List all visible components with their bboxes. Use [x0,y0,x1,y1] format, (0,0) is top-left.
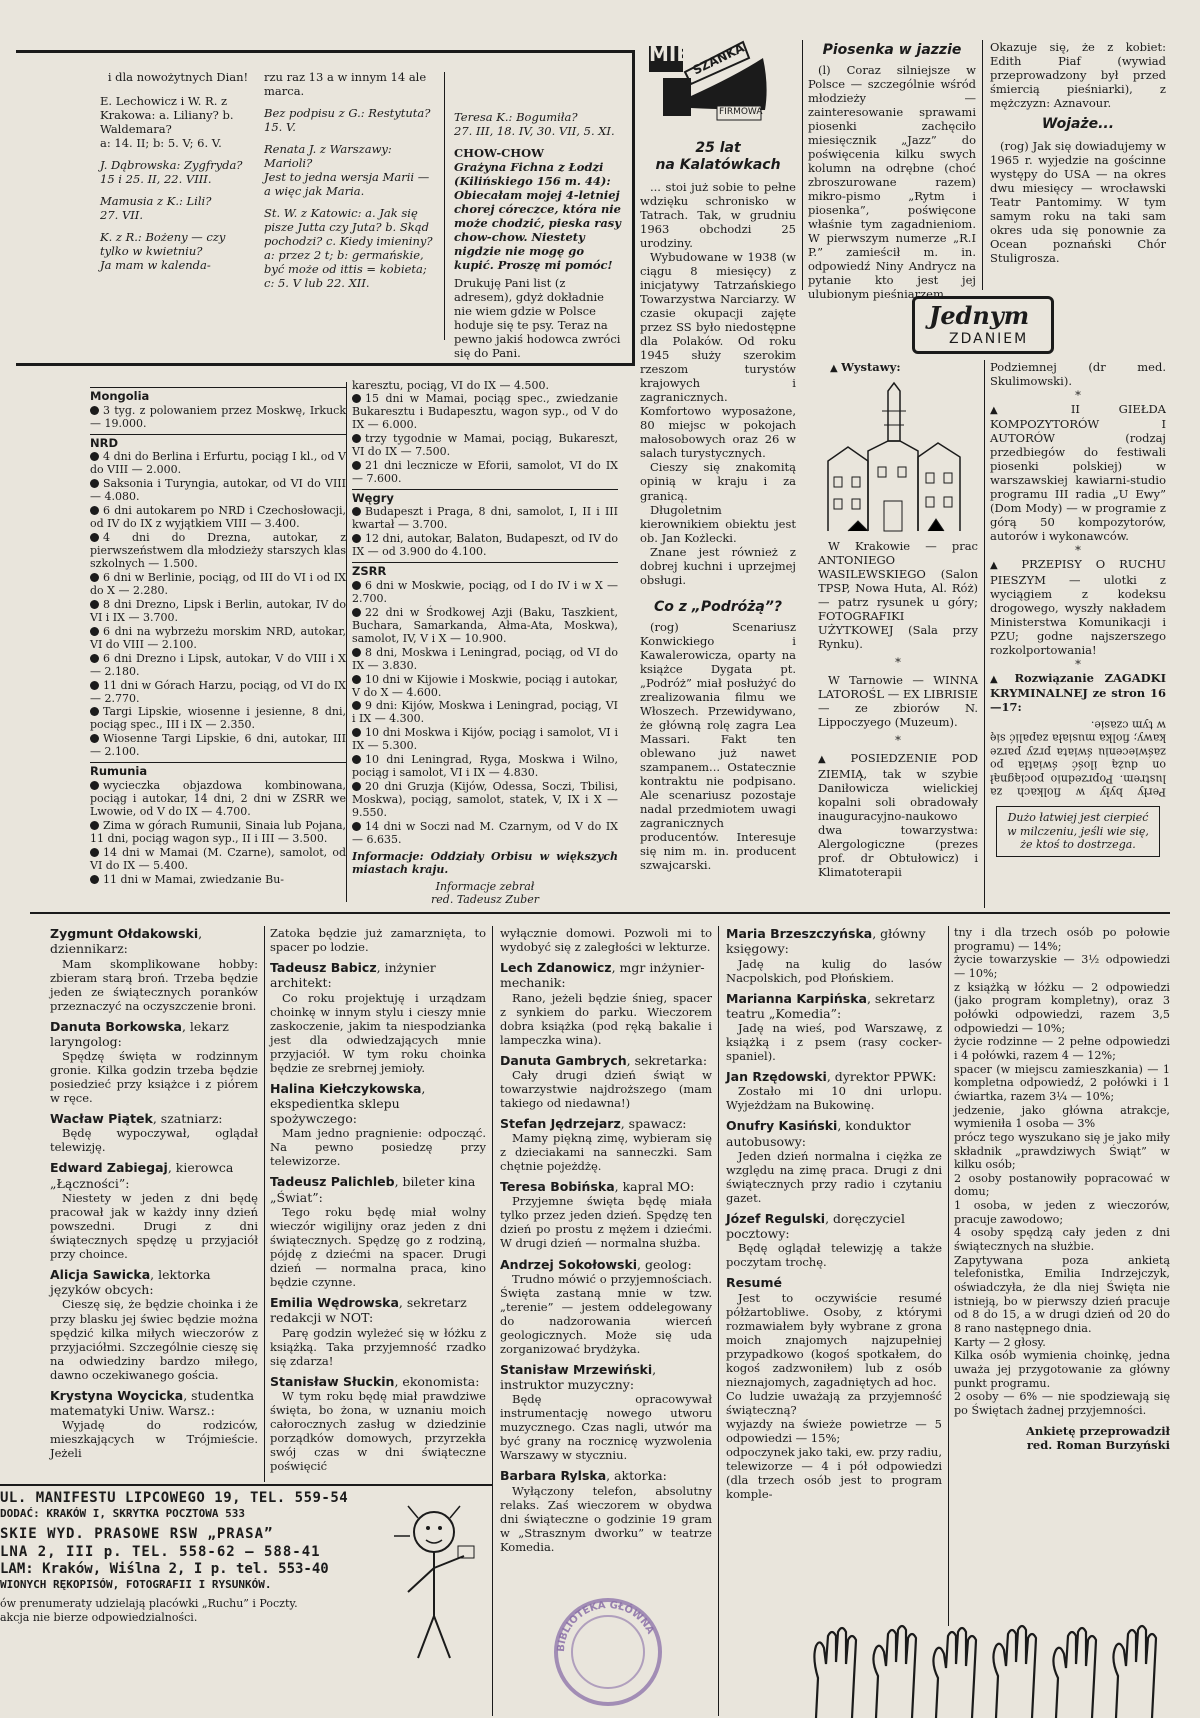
survey-answer [270,1374,486,1473]
survey-answer-text: Będę wypoczywał, oglądał telewizję. [50,1126,258,1155]
survey-answer [500,1257,712,1356]
tour-country-heading: Węgry [352,489,618,506]
mailbox-heading: CHOW-CHOW [454,146,545,161]
respondent-name: Resumé [726,1275,782,1291]
mailbox-entry: Grażyna Fichna z Łodzi (Kilińskiego 156 m. 44): Obiecałam mojej 4-letniej chorej córeczce, która nie może chodzić, pieska rasy chow-chow. Niestety nigdzie nie mogę go kupić. Proszę mi pomóc! [454,160,621,273]
jednym-logo-bottom: ZDANIEM [949,331,1029,347]
survey-respondent [270,1081,486,1127]
survey-answer-text: Parę godzin wyleżeć się w łóżku z książką. Taka przyjemność rzadko się zdarza! [270,1325,486,1368]
survey-respondent [726,926,942,957]
tour-item: 15 dni w Mamai, pociąg spec., zwiedzanie Bukaresztu i Budapesztu, wagon syp., od V do IX — 6.000. [352,391,618,431]
survey-answer-text: Cały drugi dzień świąt w towarzystwie najdroższego (mam takiego od niedawna!) [500,1067,712,1110]
survey-respondent [726,991,942,1022]
respondent-name: Maria Brzeszczyńska [726,926,873,941]
tour-item: 20 dni Gruzja (Kijów, Odessa, Soczi, Tbilisi, Moskwa), pociąg, samolot, statek, V, IX i X — 9.550. [352,780,618,820]
tour-item: 22 dni w Środkowej Azji (Baku, Taszkient, Buchara, Samarkanda, Ałma-Ata, Moskwa), samolot, IV, V i X — 10.900. [352,605,618,645]
raised-hands-icon [806,1618,1186,1718]
mailbox-entry: St. W. z Katowic: a. Jak się pisze Jutta czy Juta? b. Skąd pochodzi? c. Kiedy imieniny? a: przez 2 t; b: germańskie, być może od ittis = kobieta; c: 5. V lub 22. XII. [264,206,433,291]
survey-answer-text: Mamy piękną zimę, wybieram się z dzieciakami na sanneczki. Sam chętnie pojeżdżę. [500,1131,712,1174]
survey-answer [270,1174,486,1289]
survey-answer [50,1019,258,1106]
tour-item: 10 dni Leningrad, Ryga, Moskwa i Wilno, pociąg i samolot, VI i IX — 4.830. [352,753,618,780]
survey-answer [50,1267,258,1382]
survey-answer [500,926,712,954]
respondent-role: , konduktor autobusowy: [726,1118,911,1149]
imprint-line: akcja nie bierze odpowiedzialności. [0,1610,198,1624]
tour-item: trzy tygodnie w Mamai, pociąg, Bukareszt, VI do IX — 7.500. [352,431,618,458]
gielda-item: ▲ II GIEŁDA KOMPOZYTORÓW I AUTORÓW (rodzaj przedbiegów do festiwali piosenki polskiej) w warszawskiej kawiarni-studio programu III radia „U Ewy” (Dom Mody) — w programie z górą 50 kompozytorów, autorów i wykonawców. [990,402,1166,543]
tour-item-continued: karesztu, pociąg, VI do IX — 4.500. [352,379,549,392]
wystawy-krakow: W Krakowie — prac ANTONIEGO WASILEWSKIEGO (Salon TPSP, Nowa Huta, Al. Róż) — patrz rysunek u góry; FOTOGRAFIKI UŻYTKOWEJ (Sala przy Rynku). [818,539,978,652]
respondent-role: , dziennikarz: [50,926,203,957]
survey-col-5 [954,926,1170,1626]
respondent-name: Danuta Borkowska [50,1018,182,1034]
tour-item: Zima w górach Rumunii, Sinaia lub Pojana, 11 dni, pociąg wagon syp., II i III — 3.500. [90,818,346,845]
survey-respondent [500,1362,712,1393]
survey-respondent [500,1053,712,1068]
jednym-col-left: ▲ Wystawy: W Krakowie — prac ANTONIEGO WASILEWSKIEGO (Salon TPSP, Nowa Huta, Al. Róż) — patrz rysunek u góry; FOTOGRAFIKI UŻYTKOWEJ (Sala przy Rynku). * W Tarnowie — WINNA LATOROŚL — EX LIBRISIE — ze zbiorów N. Lippoczyego (Muzeum). * ▲ POSIEDZENIE POD ZIEMIĄ, tak w szybie Daniłowicza wielickiej kopalni soli obradowały inauguracyjno-naukowo dwa towarzystwa: Alergologiczne (prezes prof. dr Obtułowicz) i Klimatoterapii [818,360,978,910]
survey-answer [726,1211,942,1270]
survey-answer-text: Jeden dzień normalna i ciężka ze względu na zimę praca. Drugi z dni świątecznych przy radio i czytaniu gazet. [726,1148,942,1205]
cartoon-man-icon [388,1496,480,1666]
survey-answer [50,926,258,1013]
respondent-role: , sekretarz redakcji w NOT: [270,1295,467,1326]
tour-item: 6 dni na wybrzeżu morskim NRD, autokar, VI do VIII — 2.100. [90,624,346,651]
quote-box [996,806,1160,856]
podziemnej-text: Podziemnej (dr med. Skulimowski). [990,360,1166,389]
quote-text: Dużo łatwiej jest cierpieć w milczeniu, jeśli wie się, że ktoś to dostrzega. [1007,811,1149,852]
survey-respondent [50,1388,258,1419]
mailbox-entry: rzu raz 13 a w innym 14 ale marca. [264,70,427,99]
survey-answer [270,960,486,1075]
mieszanka-title: 25 lat na Kalatówkach [655,140,781,174]
respondent-name: Andrzej Sokołowski [500,1256,638,1272]
respondent-role: , szatniarz: [152,1111,223,1127]
survey-respondent [726,1211,942,1242]
survey-answer-text: Przyjemne święta będę miała tylko przez jeden dzień. Spędzę ten dzień po prostu z mężem i dziećmi. W drugi dzień — normalna służba. [500,1194,712,1251]
respondent-role: , sekretarz teatru „Komedia”: [726,990,935,1021]
survey-signature: Ankietę przeprowadził red. Roman Burzyński [1025,1423,1170,1452]
imprint-line: LAM: Kraków, Wiślna 2, I p. tel. 553-40 [0,1560,329,1577]
respondent-name: Marianna Karpińska [726,990,867,1006]
survey-answer-text: Jadę na kulig do lasów Nacpolskich, pod Płońskiem. [726,956,942,985]
respondent-role: , ekspedientka sklepu spożywczego: [270,1080,426,1127]
tour-item: 6 dni Drezno i Lipsk, autokar, V do VIII i X — 2.180. [90,651,346,678]
survey-answer [500,1179,712,1250]
survey-respondent [270,960,486,991]
mailbox-entry: Renata J. z Warszawy: Marioli? Jest to jedna wersja Marii — a więc jak Maria. [264,142,430,199]
wystawy-label: ▲ Wystawy: [830,360,978,375]
survey-respondent [726,1069,942,1084]
survey-answer-text: Wyłączony telefon, absolutny relaks. Zaś wieczorem w obydwa dni świąteczne o godzinie 19 gram w „Strasznym dworku” w teatrze Komedia. [500,1483,712,1554]
survey-respondent [500,1179,712,1194]
survey-answer-text: Trudno mówić o przyjemnościach. Święta zastaną mnie w tzw. „terenie” — jestem oddelegowany do nadzorowania wierceń geologicznych. Może się uda zorganizować brydżyka. [500,1271,712,1356]
survey-respondent [50,926,258,957]
mieszanka-logo [645,36,773,130]
survey-respondent [500,960,712,991]
tour-item: 6 dni autokarem po NRD i Czechosłowacji, od IV do IX z wyjątkiem VIII — 3.400. [90,503,346,530]
tour-item: 3 tyg. z polowaniem przez Moskwę, Irkuck — 19.000. [90,403,346,430]
tour-item: 6 dni w Moskwie, pociąg, od I do IV i w X — 2.700. [352,578,618,605]
respondent-role: , sekretarka: [626,1052,708,1068]
respondent-name: Stefan Jędrzejarz [500,1115,621,1131]
survey-answer [500,1362,712,1463]
tour-country-heading: Mongolia [90,387,346,404]
tours-right-column [352,379,618,907]
tour-item: Saksonia i Turyngia, autokar, od VI do VIII — 4.080. [90,477,346,503]
mailbox-entry: Mamusia z K.: Lili? 27. VII. [100,194,212,223]
survey-col-4 [726,926,942,1716]
tour-signature: Informacje zebrał red. Tadeusz Zuber [431,880,539,907]
respondent-role: , lekarz laryngolog: [50,1018,229,1049]
survey-respondent [500,1468,712,1483]
survey-respondent [500,1257,712,1272]
survey-answer-text: Jest to oczywiście resumé półżartobliwe. Osoby, z którymi rozmawiałem były wybrane z grona moich znajomych najzupełniej przypadkowo (kogoś spotkałem, do kogoś zadzwoniłem) lub z osób nieznajomych, zagadniętych ad hoc. Co ludzie uważają za przyjemność świąteczną? wyjazdy na świeże powietrze — 5 odpowiedzi — 15%; odpoczynek jako taki, ew. przy radiu, telewizorze — 4 i pół odpowiedzi (dla trzech osób jest to program komple- [726,1290,942,1501]
survey-answer [270,1295,486,1368]
survey-respondent [500,1116,712,1131]
respondent-name: Krystyna Woycicka [50,1387,184,1403]
survey-answer-text: Zostało mi 10 dni urlopu. Wyjeżdżam na Bukowinę. [726,1084,942,1113]
tour-item: 11 dni w Górach Harzu, pociąg, od VI do IX — 2.770. [90,678,347,705]
tour-item: Targi Lipskie, wiosenne i jesienne, 8 dni, pociąg spec., III i IX — 2.350. [90,705,346,732]
stamp-text: BIBLIOTEKA GŁÓWNA [555,1599,656,1653]
imprint-line: UL. MANIFESTU LIPCOWEGO 19, TEL. 559-54 [0,1490,349,1506]
respondent-name: Tadeusz Palichleb [270,1174,395,1190]
survey-respondent [50,1160,258,1191]
survey-answer [726,1069,942,1112]
mailbox-col-2 [264,70,436,362]
jednym-logo-top: Jednym [929,301,1030,330]
mailbox-col-3 [454,110,624,362]
survey-answer [50,1160,258,1261]
survey-answer-text: Wyjadę do rodziców, mieszkających w Trójmieście. Jeżeli [50,1418,258,1461]
survey-answer-text: Co roku projektuję i urządzam choinkę w innym stylu i cieszy mnie zaskoczenie, jakim ta niespodzianka jest dla odwiedzających mnie przyjaciół. W tym roku choinka będzie ze srebrnej jemioły. [270,990,486,1075]
survey-answer [726,991,942,1064]
imprint-line: SKIE WYD. PRASOWE RSW „PRASA” [0,1526,274,1543]
respondent-name: Stanisław Mrzewiński [500,1361,653,1377]
tour-item: 8 dni, Moskwa i Leningrad, pociąg, od VI do IX — 3.830. [352,645,618,672]
wojaze-title: Wojaże... [1041,116,1115,133]
respondent-name: Jan Rzędowski [726,1069,827,1085]
survey-answer-text: W tym roku będę miał prawdziwe święta, bo żona, w uznaniu moich całorocznych zasług w dziedzinie porządków domowych, przyrzekła swój czas w dni świąteczne poświęcić [270,1388,486,1473]
piaf-paragraph: Okazuje się, że z kobiet: Edith Piaf (wywiad przeprowadzony był przed śmiercią pieśniarki), z mężczyzn: Aznavour. [990,40,1166,111]
respondent-role: , inżynier architekt: [270,960,436,991]
survey-answer-text: Niestety w jeden z dni będę pracował jak w każdy inny dzień powszedni. Drugi z dni świątecznych spędzę u przyjaciół przy choince. [50,1190,258,1261]
respondent-role: , doręczyciel pocztowy: [726,1210,905,1242]
posiedzenie-item: ▲ POSIEDZENIE POD ZIEMIĄ, tak w szybie Daniłowicza wielickiej kopalni soli obradowały inauguracyjno-naukowo dwa towarzystwa: Alergologiczne (prezes prof. dr Obtułowicz) i Klimatoterapii [818,751,978,878]
jednym-col-right: Podziemnej (dr med. Skulimowski). * ▲ II GIEŁDA KOMPOZYTORÓW I AUTORÓW (rodzaj przedbiegów do festiwali piosenki polskiej) w warszawskiej kawiarni-studio programu III radia „U Ewy” (Dom Mody) — w programie z górą 50 kompozytorów, autorów i wykonawców. * ▲ PRZEPISY O RUCHU PIESZYM — ulotki z wyciągiem z kodeksu drogowego, wyszły nakładem Ministerstwa Komunikacji i PZU; godne najszerszego rozkolportowania! * ▲ Rozwiązanie ZAGADKI KRYMINALNEJ ze stron 16—17: Perły były w fiolkach za lustrem. Poprzednio pociągnął on dużą ilość światła po zaświeceniu świata przy parze kawy; fiolka musiała zapalić się w tym czasie. Dużo łatwiej jest cierpieć w milczeniu, jeśli wie się, że ktoś to dostrzega. [990,360,1166,910]
respondent-role: , mgr inżynier-mechanik: [500,960,705,991]
tour-country-heading: ZSRR [352,562,618,579]
respondent-name: Emilia Wędrowska [270,1295,399,1311]
survey-col-3 [500,926,712,1688]
respondent-name: Barbara Rylska [500,1468,607,1484]
respondent-name: Zygmunt Ołdakowski [50,926,199,941]
survey-answer-text: Będę opracowywał instrumentację nowego utworu muzycznego. Czas nagli, utwór ma być grany na rocznicę wyzwolenia Warszawy w styczniu. [500,1392,712,1463]
survey-answer-text: Jadę na wieś, pod Warszawę, z książką i z psem (rasy cocker-spaniel). [726,1021,942,1064]
tour-item: 10 dni Moskwa i Kijów, pociąg i samolot, VI i IX — 5.300. [352,726,618,753]
library-stamp [548,1592,668,1712]
tour-info: Informacje: Oddziały Orbisu w większych miastach kraju. [352,850,618,877]
jazz-title: Piosenka w jazzie [822,42,962,58]
survey-respondent [50,1019,258,1050]
tour-item: 21 dni lecznicze w Eforii, samolot, VI do IX — 7.600. [352,458,618,485]
hands-illustration [806,1618,1186,1718]
tour-item: 4 dni do Drezna, autokar, z pierwszeństwem dla młodzieży starszych klas szkolnych — 1.500. [90,530,346,570]
mieszanka-logo-top: MIE- [649,42,699,66]
survey-answer [726,1118,942,1205]
survey-answer [270,1081,486,1169]
svg-text:BIBLIOTEKA GŁÓWNA [556,1600,656,1652]
respondent-name: Lech Zdanowicz [500,960,612,976]
respondent-name: Teresa Bobińska [500,1179,615,1195]
survey-answer [726,926,942,985]
mieszanka-logo-band: SZANKA [690,40,747,78]
survey-respondent [270,1374,486,1389]
mieszanka-paragraph: Cieszy się znakomitą opinią w kraju i za granicą. [640,460,796,503]
mieszanka-paragraph: ... stoi już sobie to pełne wdzięku schronisko w Tatrach. Tak, w grudniu 1963 obchodzi 25 urodziny. [640,180,796,251]
survey-answer-text: Mam jedno pragnienie: odpocząć. Na pewno posiedzę przy telewizorze. [270,1126,486,1169]
survey-answer-text: Tego roku będę miał wolny wieczór wigilijny oraz jeden z dni świątecznych. Spędzę go z rodziną, pójdę z dziećmi na spacer. Drugi dzień — normalna praca, kino będzie czynne. [270,1204,486,1289]
mailbox-col-1 [100,70,256,362]
mailbox-entry: i dla nowożytnych Dian! [107,70,249,84]
imprint-line: DODAĆ: KRAKÓW I, SKRYTKA POCZTOWA 533 [0,1507,246,1521]
tour-country-heading: Rumunia [90,762,346,779]
mieszanka-paragraph: Długoletnim kierownikiem obiektu jest ob. Jan Kożlecki. [640,502,796,545]
respondent-name: Edward Zabiegaj [50,1160,168,1176]
tour-item: 10 dni w Kijowie i Moskwie, pociąg i autokar, V do X — 4.600. [352,672,618,699]
respondent-name: Alicja Sawicka [50,1266,151,1282]
survey-answer-text: Będę oglądał telewizję a także poczytam trochę. [726,1241,942,1270]
respondent-name: Wacław Piątek [50,1111,153,1127]
survey-respondent [726,1275,942,1290]
respondent-role: , bileter kina „Świat”: [270,1174,476,1205]
tours-left-column [90,384,346,904]
respondent-name: Danuta Gambrych [500,1052,627,1068]
respondent-role: , spawacz: [620,1115,687,1131]
respondent-name: Józef Regulski [726,1210,826,1226]
tour-item: Budapeszt i Praga, 8 dni, samolot, I, II i III kwartał — 3.700. [352,505,618,532]
mailbox-entry: Bez podpisu z G.: Restytuta? 15. V. [264,106,431,135]
solution-upside-down: Perły były w fiolkach za lustrem. Poprzednio pociągnął on dużą ilość światła po zaświeceniu świata przy parze kawy; fiolka musiała zapalić się w tym czasie. [990,718,1166,799]
mieszanka-article [640,136,796,916]
survey-answer [500,960,712,1047]
respondent-role: , dyrektor PPWK: [826,1069,937,1085]
survey-resume-stats: tny i dla trzech osób po połowie programu) — 14%; życie towarzyskie — 3½ odpowiedzi — 10%; z książką w łóżku — 2 odpowiedzi (jako program kompletny), oraz 3 połówki odpowiedzi, razem 3,5 odpowiedzi — 10%; życie rodzinne — 2 pełne odpowiedzi i 4 połówki, razem 4 — 12%; spacer (w miejscu zamieszkania) — 1 kompletna odpowiedź, 2 połówki i 1 ćwiartka, razem 3¼ — 10%; jedzenie, jako główna atrakcje, wymieniła 1 osoba — 3% prócz tego wyszukano się je jako miły składnik „prawdziwych Świąt” w kilku osób; 2 osoby postanowiły popracować w domu; 1 osoba, w jeden z wieczorów, pracuje zawodowo; 4 osoby spędzą cały jeden z dni świątecznych na służbie. Zapytywana poza ankietą telefonistka, Emilia Indrzejczyk, oświadczyła, że dla niej Święta nie istnieją, bo w pierwszy dzień pracuje od 8 do 15, a w drugi dzień od 20 do 8 rano następnego dnia. Karty — 2 głosy. Kilka osób wymienia choinkę, jedna uważa jej przygotowanie za główny punkt programu. 2 osoby — 6% — nie spodziewają się po Świętach żadnej przyjemności. [954,926,1170,1417]
imprint-line: LNA 2, III p. TEL. 558-62 — 588-41 [0,1543,321,1560]
respondent-role: , instruktor muzyczny: [500,1361,657,1393]
survey-answer [50,1388,258,1461]
survey-respondent [726,1118,942,1149]
imprint-line: WIONYCH RĘKOPISÓW, FOTOGRAFII I RYSUNKÓW. [0,1577,272,1591]
mieszanka-paragraph: Znane jest również z dobrej kuchni i uprzejmej obsługi. [640,544,796,587]
tour-item: wycieczka objazdowa kombinowana, pociąg i autokar, 14 dni, 2 dni w ZSRR we Lwowie, od V do IX — 4.700. [90,778,346,818]
survey-answer [500,1053,712,1110]
tour-item: 9 dni: Kijów, Moskwa i Leningrad, pociąg, VI i IX — 4.300. [352,699,618,726]
tour-item: 12 dni, autokar, Balaton, Budapeszt, od IV do IX — od 3.900 do 4.100. [352,532,618,559]
survey-answer-text: Spędzę święta w rodzinnym gronie. Kilka godzin trzeba będzie posiedzieć przy książce i z piórem w ręce. [50,1049,258,1106]
survey-col-2 [270,926,486,1482]
survey-answer [270,926,486,954]
piaf-article [990,40,1166,290]
mieszanka-paragraph: Wybudowane w 1938 (w ciągu 8 miesięcy) z inicjatywy Tatrzańskiego Towarzystwa Narciarzy. W czasie okupacji zajęte przez SS było niedostępne dla Polaków. Od roku 1945 służy szerokim rzeszom turystów krajowych i zagranicznych. Komfortowo wyposażone, 80 miejsc w pokojach małosobowych oraz 26 w salach turystycznych. [640,250,796,461]
respondent-name: Halina Kiełczykowska [270,1080,422,1096]
respondent-role: , geolog: [637,1256,692,1272]
respondent-role: , aktorka: [606,1468,667,1484]
wystawy-tarnow: W Tarnowie — WINNA LATOROŚL — EX LIBRISIE — ze zbiorów N. Lippoczyego (Muzeum). [818,673,978,730]
jednym-zdaniem-logo [912,296,1054,354]
mailbox-entry: Drukuję Pani list (z adresem), gdyż dokładnie nie wiem gdzie w Polsce hoduje się te psy. Teraz na pewno jakiś hodowca zwróci się do Pani. [454,276,621,361]
mieszanka-logo-bottom: FIRMOWA [719,107,763,117]
survey-answer [500,1116,712,1173]
survey-answer-text: Rano, jeżeli będzie śnieg, spacer z synkiem do parku. Wieczorem dobra książka (pod ręką bakalie i lampeczka wina). [500,990,712,1047]
town-drawing [818,381,968,531]
cartoon-figure [388,1496,480,1666]
tour-item: 8 dni Drezno, Lipsk i Berlin, autokar, IV do VI i IX — 3.700. [90,597,346,624]
respondent-name: Tadeusz Babicz [270,960,377,976]
tour-item: Wiosenne Targi Lipskie, 6 dni, autokar, III — 2.100. [90,732,346,759]
survey-respondent [270,1174,486,1205]
survey-answer [726,1275,942,1500]
survey-respondent [50,1267,258,1298]
respondent-role: , studentka matematyki Uniw. Warsz.: [50,1387,255,1418]
survey-answer-text: Zatoka będzie już zamarznięta, to spacer po lodzie. [270,926,486,955]
tour-item: 4 dni do Berlina i Erfurtu, pociąg I kl., od V do VIII — 2.000. [90,450,346,477]
publisher-imprint [0,1490,440,1674]
survey-answer [500,1468,712,1553]
respondent-role: , kapral MO: [614,1179,695,1195]
survey-col-1 [50,926,258,1482]
rozwiazanie-item: ▲ Rozwiązanie ZAGADKI KRYMINALNEJ ze stron 16—17: [990,671,1166,714]
jazz-article [808,40,976,302]
respondent-role: , główny księgowy: [726,926,926,957]
wojaze-paragraph: (rog) Jak się dowiadujemy w 1965 r. wyjedzie na gościnne występy do USA — na okres dwu miesięcy — wrocławski Teatr Pantomimy. W tym samym roku na taki sam okres uda się ponownie za Ocean poznański Chór Stuligrosza. [990,139,1166,266]
survey-answer-text: Mam skomplikowane hobby: zbieram starą broń. Trzeba będzie jeden ze świątecznych poranków przeznaczyć na oczyszczenie broni. [50,956,258,1013]
przepisy-item: ▲ PRZEPISY O RUCHU PIESZYM — ulotki z wyciągiem z kodeksu drogowego, wyszły nakładem Ministerstwa Komunikacji i PZU; godne najszerszego rozkolportowania! [990,557,1166,656]
survey-respondent [270,1295,486,1326]
mailbox-entry: J. Dąbrowska: Zygfryda? 15 i 25. II, 22. VIII. [100,158,243,187]
respondent-name: Onufry Kasiński [726,1118,838,1134]
imprint-line: ów prenumeraty udzielają placówki „Ruchu” i Poczty. [0,1597,298,1611]
survey-answer-text: wyłącznie domowi. Pozwoli mi to wydobyć się z zaległości w lekturze. [500,926,712,955]
stamp-icon [548,1592,668,1712]
podroz-paragraph: (rog) Scenariusz Konwickiego i Kawalerowicza, oparty na książce Dygata pt. „Podróż” miał posłużyć do zrealizowania filmu we Włoszech. Przewidywano, że główną rolę zagra Lea Massari. Fakt ten oblewano już nawet szampanem... Ostatecznie kontraktu nie podpisano. Ale scenariusz pozostaje nadal przedmiotem uwagi zagranicznych producentów. Interesuje się nim m. in. producent szwajcarski. [640,619,796,872]
tour-item: 11 dni w Mamai, zwiedzanie Bu- [90,874,346,887]
survey-respondent [50,1111,258,1126]
respondent-role: , kierowca „Łączności”: [50,1160,234,1191]
survey-answer-text: Cieszę się, że będzie choinka i że przy blasku jej świec będzie można spędzić kilka miłych wieczorów z przyjaciółmi. Szczególnie cieszę się na odwiedziny bardzo miłego, dawno oczekiwanego gościa. [50,1297,258,1382]
name-day-mailbox [16,50,635,366]
tour-item: 14 dni w Mamai (M. Czarne), samolot, od VI do IX — 5.400. [90,845,346,872]
respondent-role: , lektorka języków obcych: [50,1266,211,1298]
podroz-title: Co z „Podróżą”? [654,598,782,615]
respondent-role: , ekonomista: [394,1373,480,1389]
mailbox-entry: Teresa K.: Bogumiła? 27. III, 18. IV, 30. VII, 5. XI. [454,110,615,139]
tour-country-heading: NRD [90,434,346,451]
jazz-paragraph: (l) Coraz silniejsze w Polsce — szczególnie wśród młodzieży — zainteresowanie sprawami piosenki zachęciło miesięcznik „Jazz” do poświęcenia kilku swych kolumn na odrębne (choć zbroszurowane razem) mikro-pismo „Rytm i piosenka”, poświęcone właśnie tym zagadnieniom. W pierwszym numerze „R.I P.” zamieścił m. in. odpowiedź Niny Andrycz na pytanie kto jest jej ulubionym pieśniarzem. [808,63,976,302]
tour-item: 6 dni w Berlinie, pociąg, od III do VI i od IX do X — 2.280. [90,570,346,597]
mailbox-entry: E. Lechowicz i W. R. z Krakowa: a. Liliany? b. Waldemara? a: 14. II; b: 5. V; 6. V. [100,94,234,151]
tour-item: 14 dni w Soczi nad M. Czarnym, od V do IX — 6.635. [352,820,618,847]
mailbox-entry: K. z R.: Bożeny — czy tylko w kwietniu? Ja mam w kalenda- [100,230,226,273]
respondent-name: Stanisław Słuckin [270,1373,395,1389]
survey-answer [50,1111,258,1154]
